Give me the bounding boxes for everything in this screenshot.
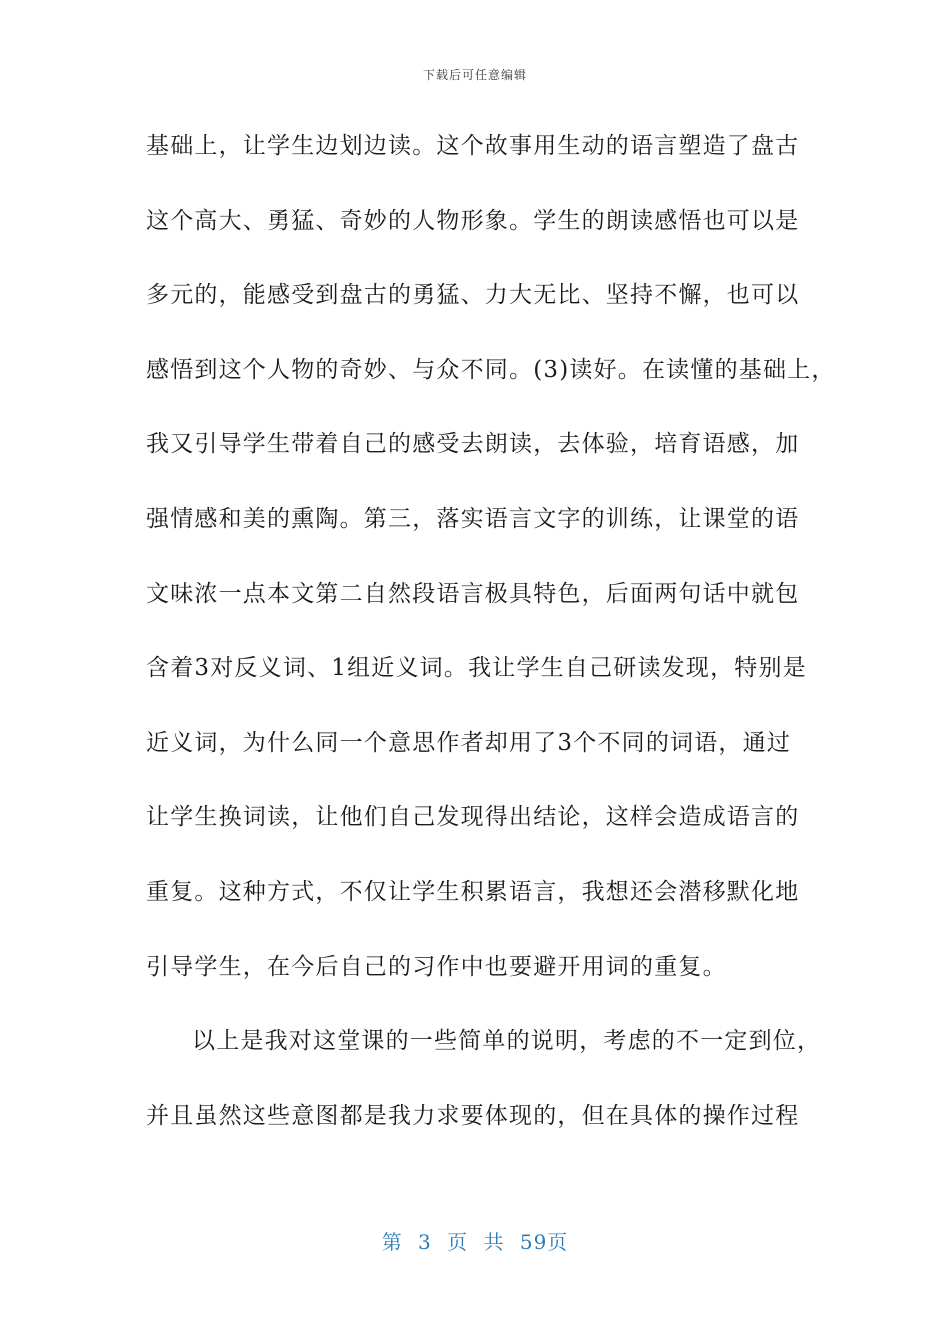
text-line: 近义词，为什么同一个意思作者却用了3个不同的词语，通过	[146, 729, 792, 756]
text-line: 多元的，能感受到盘古的勇猛、力大无比、坚持不懈，也可以	[146, 282, 800, 309]
text-line: 并且虽然这些意图都是我力求要体现的，但在具体的操作过程	[146, 1102, 800, 1129]
page-number: 第 3 页 共 59页	[381, 1230, 569, 1254]
page-header-note: 下载后可任意编辑	[422, 68, 527, 82]
paragraph-first-line: 以上是我对这堂课的一些简单的说明，考虑的不一定到位，	[192, 1028, 822, 1055]
text-line: 引导学生，在今后自己的习作中也要避开用词的重复。	[146, 953, 727, 980]
text-line: 重复。这种方式，不仅让学生积累语言，我想还会潜移默化地	[146, 878, 800, 905]
text-line: 含着3对反义词、1组近义词。我让学生自己研读发现，特别是	[146, 655, 807, 682]
text-line: 让学生换词读，让他们自己发现得出结论，这样会造成语言的	[146, 804, 800, 831]
document-body	[146, 120, 836, 1164]
text-line: 基础上，让学生边划边读。这个故事用生动的语言塑造了盘古	[146, 133, 800, 159]
text-line: 我又引导学生带着自己的感受去朗读，去体验，培育语感，加	[146, 431, 800, 458]
text-line: 感悟到这个人物的奇妙、与众不同。(3)读好。在读懂的基础上，	[146, 356, 836, 383]
text-line: 强情感和美的熏陶。第三，落实语言文字的训练，让课堂的语	[146, 505, 800, 532]
text-line: 这个高大、勇猛、奇妙的人物形象。学生的朗读感悟也可以是	[146, 207, 800, 234]
text-line: 文味浓一点本文第二自然段语言极具特色，后面两句话中就包	[146, 580, 800, 607]
